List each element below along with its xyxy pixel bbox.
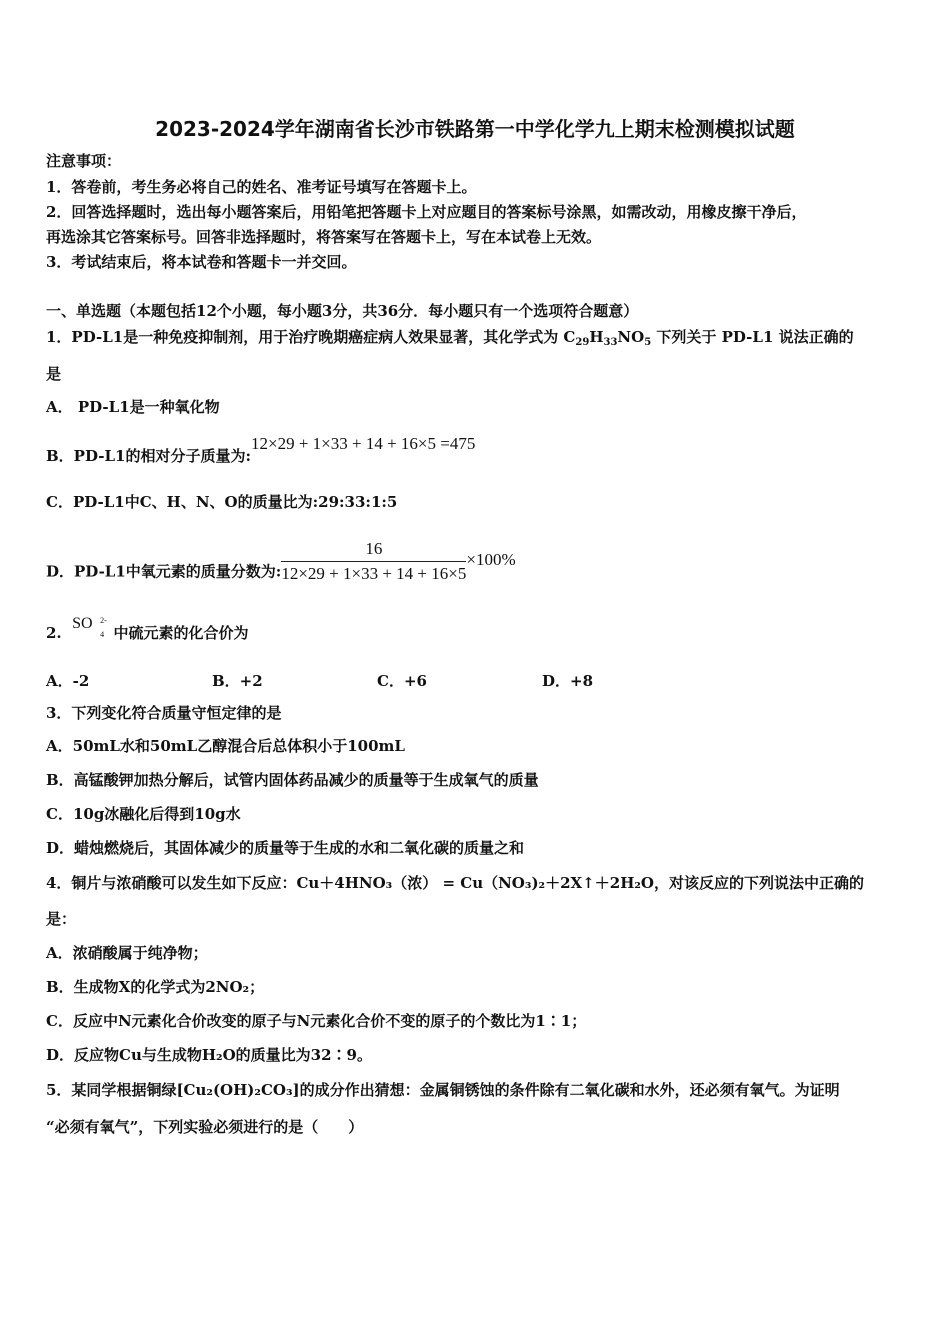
sulfate-ion: SO 2- 4 [72, 615, 107, 639]
question-3-stem: 3．下列变化符合质量守恒定律的是 [46, 704, 282, 722]
option-d: D．PD-L1中氧元素的质量分数为: $\frac{16}{12\times 29 + 1\times 33 + 14 + 16\times 5}$ ×100% [46, 539, 516, 583]
option-d: D．+8 [542, 672, 594, 690]
notice-item: 2．回答选择题时，选出每小题答案后，用铅笔把答题卡上对应题目的答案标号涂黑，如需改动，用橡皮擦干净后， [46, 203, 807, 221]
question-2-stem: 2. SO 2- 4 中硫元素的化合价为 [46, 615, 249, 642]
notice-item: 再选涂其它答案标号。回答非选择题时，将答案写在答题卡上，写在本试卷上无效。 [46, 228, 602, 246]
question-1-stem: 1．PD-L1是一种免疫抑制剂，用于治疗晚期癌症病人效果显著，其化学式为 $C_{29}H_{33}NO_5$ 下列关于 PD-L1 说法正确的 [46, 328, 854, 348]
notice-heading: 注意事项： [46, 152, 122, 170]
notice-item: 3．考试结束后，将本试卷和答题卡一并交回。 [46, 253, 357, 271]
fraction: $\frac{16}{12\times 29 + 1\times 33 + 14 + 16\times 5}$ [281, 539, 467, 583]
option-b: B．生成物X的化学式为2NO₂； [46, 978, 265, 996]
option-a: A． PD-L1是一种氧化物 [46, 398, 220, 416]
option-a: A．50mL水和50mL乙醇混合后总体积小于100mL [46, 737, 405, 755]
option-d: D．蜡烛燃烧后，其固体减少的质量等于生成的水和二氧化碳的质量之和 [46, 839, 525, 857]
page-title: 2023-2024学年湖南省长沙市铁路第一中学化学九上期末检测模拟试题 [155, 117, 795, 141]
option-b: B．+2 [212, 672, 263, 690]
option-c: C．+6 [377, 672, 427, 690]
question-1-stem-cont: 是 [46, 365, 62, 383]
notice-item: 1．答卷前，考生务必将自己的姓名、准考证号填写在答题卡上。 [46, 178, 477, 196]
option-b: B．高锰酸钾加热分解后，试管内固体药品减少的质量等于生成氧气的质量 [46, 771, 539, 789]
option-b: B．PD-L1的相对分子质量为:12×29 + 1×33 + 14 + 16×5 =475 [46, 434, 476, 465]
option-c: C．PD-L1中C、H、N、O的质量比为:29:33:1:5 [46, 493, 398, 511]
option-a: A．浓硝酸属于纯净物； [46, 944, 208, 962]
option-d: D．反应物Cu与生成物H₂O的质量比为32∶9。 [46, 1046, 372, 1064]
option-c: C．10g冰融化后得到10g水 [46, 805, 241, 823]
question-4-stem: 4．铜片与浓硝酸可以发生如下反应：Cu＋4HNO₃（浓） = Cu（NO₃)₂＋2X↑＋2H₂O，对该反应的下列说法中正确的 [46, 874, 865, 892]
question-5-stem-cont: “必须有氧气”，下列实验必须进行的是（ ） [46, 1118, 364, 1136]
formula: 12×29 + 1×33 + 14 + 16×5 =475 [251, 434, 476, 453]
option-c: C．反应中N元素化合价改变的原子与N元素化合价不变的原子的个数比为1∶1； [46, 1012, 587, 1030]
option-a: A．-2 [46, 672, 90, 690]
question-4-stem-cont: 是： [46, 910, 77, 928]
section-heading: 一、单选题（本题包括12个小题，每小题3分，共36分．每小题只有一个选项符合题意） [46, 302, 639, 320]
question-5-stem: 5．某同学根据铜绿[Cu₂(OH)₂CO₃]的成分作出猜想：金属铜锈蚀的条件除有二氧化碳和水外，还必须有氧气。为证明 [46, 1081, 840, 1099]
